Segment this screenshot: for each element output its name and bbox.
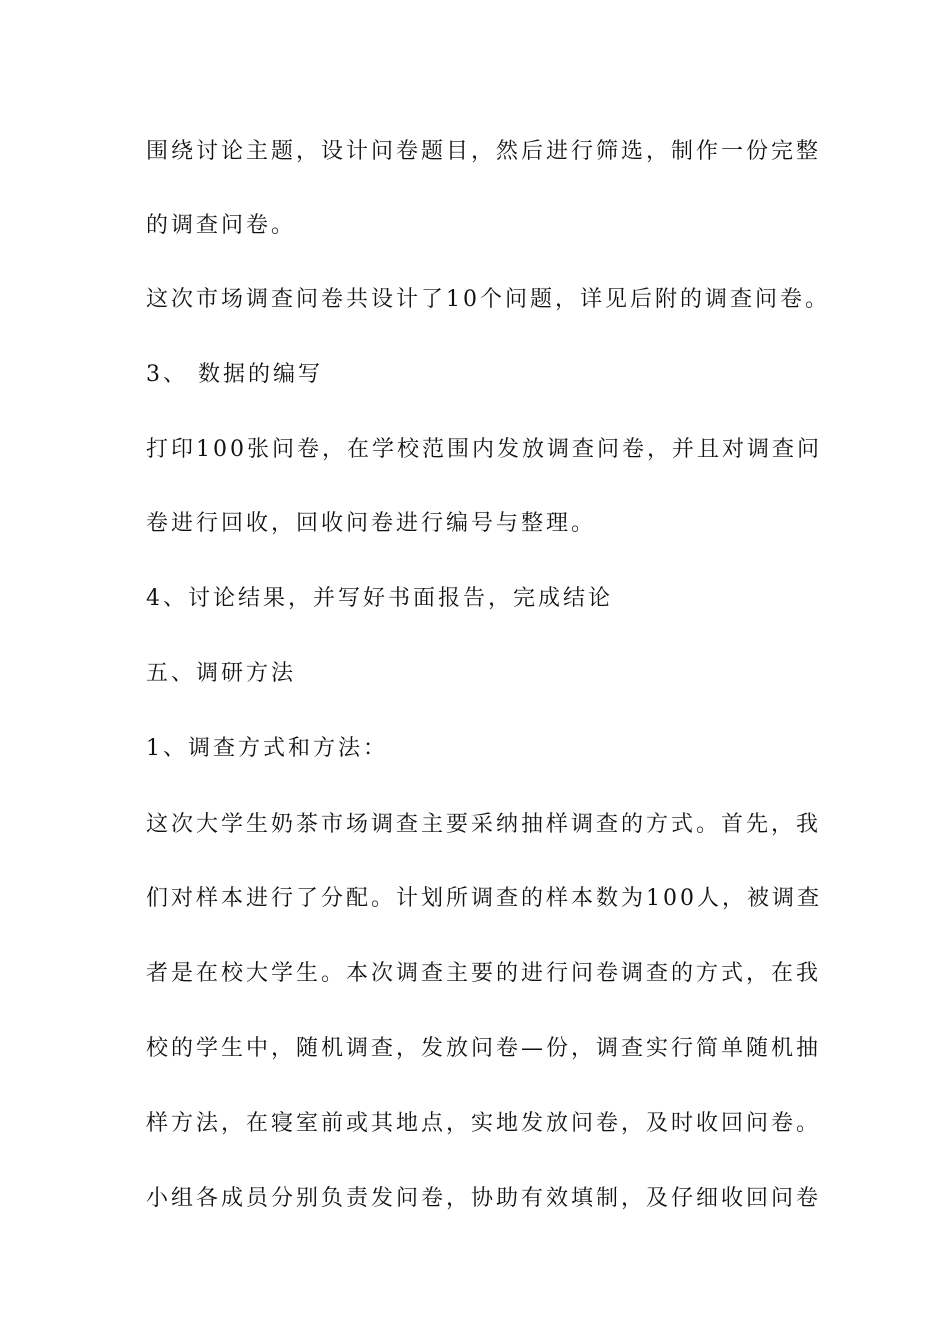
section-heading: 1、调查方式和方法： [146,736,388,761]
paragraph-line: 围绕讨论主题，设计问卷题目，然后进行筛选，制作一份完整 [146,139,822,164]
paragraph-line: 校的学生中，随机调查，发放问卷—份，调查实行简单随机抽 [146,1036,822,1061]
paragraph-line: 这次大学生奶茶市场调查主要采纳抽样调查的方式。首先，我 [146,812,822,837]
paragraph-line: 样方法，在寝室前或其地点，实地发放问卷，及时收回问卷。 [146,1111,822,1136]
section-heading: 4、讨论结果，并写好书面报告，完成结论 [146,586,613,611]
section-heading: 3、 数据的编写 [146,362,323,387]
paragraph-line: 们对样本进行了分配。计划所调查的样本数为100人，被调查 [146,886,822,911]
paragraph-line: 卷进行回收，回收问卷进行编号与整理。 [146,511,597,536]
paragraph-line: 这次市场调查问卷共设计了10个问题，详见后附的调查问卷。 [146,287,830,312]
section-heading: 五、调研方法 [146,661,297,686]
paragraph-line: 的调查问卷。 [146,213,297,238]
paragraph-line: 打印100张问卷，在学校范围内发放调查问卷，并且对调查问 [146,437,822,462]
paragraph-line: 小组各成员分别负责发问卷，协助有效填制，及仔细收回问卷 [146,1186,822,1211]
paragraph-line: 者是在校大学生。本次调查主要的进行问卷调查的方式，在我 [146,961,822,986]
